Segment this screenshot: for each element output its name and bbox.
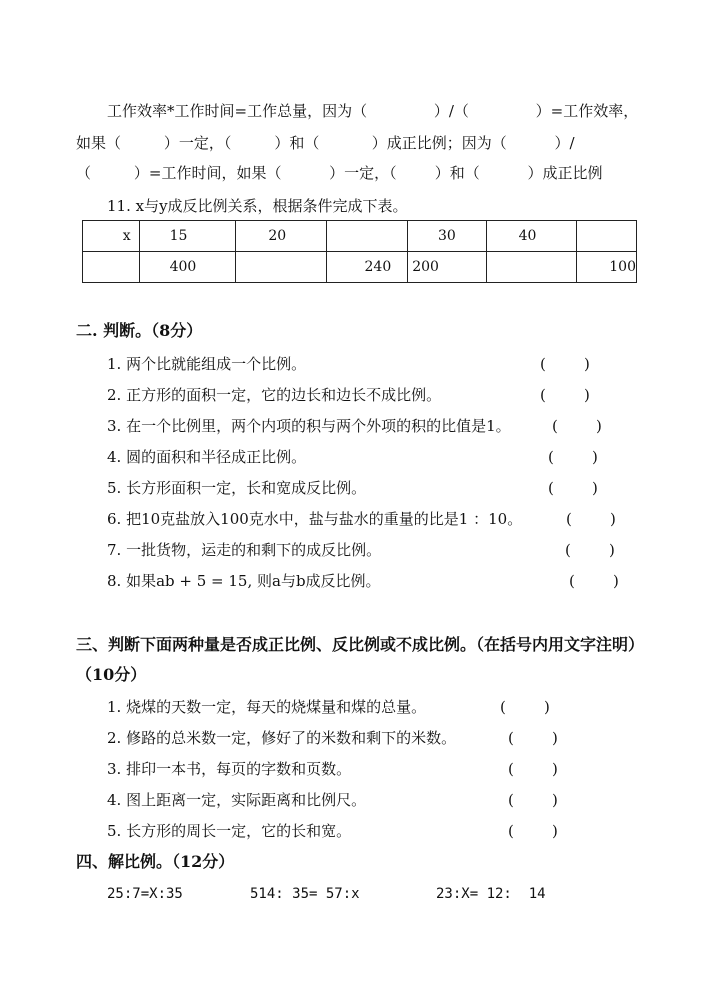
judge-item-6: 6. 把10克盐放入100克水中，盐与盐水的重量的比是1 ：10。 xyxy=(107,510,523,528)
classify-item-3: 3. 排印一本书，每页的字数和页数。 xyxy=(107,760,352,778)
answer-paren[interactable]: ( ) xyxy=(508,791,558,809)
intro-line-2: 如果（ ）一定，（ ）和（ ）成正比例；因为（ ）/ xyxy=(76,134,575,152)
answer-paren[interactable]: ( ) xyxy=(566,510,616,528)
table-cell: x xyxy=(83,221,140,252)
section-3-title: 三、判断下面两种量是否成正比例、反比例或不成比例。（在括号内用文字注明） xyxy=(76,635,645,654)
answer-paren[interactable]: ( ) xyxy=(540,386,590,404)
section-4-title: 四、解比例。（12分） xyxy=(76,852,235,871)
classify-item-1: 1. 烧煤的天数一定，每天的烧煤量和煤的总量。 xyxy=(107,698,427,716)
answer-paren[interactable]: ( ) xyxy=(548,479,598,497)
section-3-score: （10分） xyxy=(76,665,147,684)
table-cell: 40 xyxy=(486,221,577,252)
judge-item-8: 8. 如果ab + 5 = 15, 则a与b成反比例。 xyxy=(107,572,381,590)
answer-paren[interactable]: ( ) xyxy=(565,541,615,559)
table-cell: 240 xyxy=(326,252,407,283)
table-cell: 400 xyxy=(139,252,236,283)
answer-paren[interactable]: ( ) xyxy=(508,760,558,778)
judge-item-7: 7. 一批货物，运走的和剩下的成反比例。 xyxy=(107,541,382,559)
answer-paren[interactable]: ( ) xyxy=(508,822,558,840)
xy-table xyxy=(82,220,637,283)
judge-item-3: 3. 在一个比例里，两个内项的积与两个外项的积的比值是1。 xyxy=(107,417,511,435)
intro-line-3: （ ）=工作时间，如果（ ）一定，（ ）和（ ）成正比例 xyxy=(76,164,603,182)
question-11-text: 11. x与y成反比例关系，根据条件完成下表。 xyxy=(107,197,408,215)
equation-2: 514: 35= 57:x xyxy=(250,886,360,902)
judge-item-4: 4. 圆的面积和半径成正比例。 xyxy=(107,448,307,466)
table-cell xyxy=(486,252,577,283)
table-cell xyxy=(326,221,407,252)
equation-1: 25:7=X:35 xyxy=(107,886,183,902)
section-2-title: 二. 判断。（8分） xyxy=(76,321,203,340)
intro-line-1: 工作效率*工作时间=工作总量，因为（ ）/（ ）=工作效率， xyxy=(107,102,639,120)
judge-item-5: 5. 长方形面积一定，长和宽成反比例。 xyxy=(107,479,367,497)
table-row-y xyxy=(83,252,637,283)
table-cell: 20 xyxy=(236,221,327,252)
classify-item-2: 2. 修路的总米数一定，修好了的米数和剩下的米数。 xyxy=(107,729,457,747)
answer-paren[interactable]: ( ) xyxy=(552,417,602,435)
table-cell: 30 xyxy=(408,221,486,252)
table-cell: 200 xyxy=(408,252,486,283)
table-cell xyxy=(83,252,140,283)
table-cell xyxy=(577,221,637,252)
classify-item-4: 4. 图上距离一定，实际距离和比例尺。 xyxy=(107,791,367,809)
answer-paren[interactable]: ( ) xyxy=(548,448,598,466)
table-cell: 100 xyxy=(577,252,637,283)
table-row-x xyxy=(83,221,637,252)
judge-item-1: 1. 两个比就能组成一个比例。 xyxy=(107,355,307,373)
table-cell xyxy=(236,252,327,283)
answer-paren[interactable]: ( ) xyxy=(500,698,550,716)
judge-item-2: 2. 正方形的面积一定，它的边长和边长不成比例。 xyxy=(107,386,442,404)
classify-item-5: 5. 长方形的周长一定，它的长和宽。 xyxy=(107,822,352,840)
answer-paren[interactable]: ( ) xyxy=(508,729,558,747)
answer-paren[interactable]: ( ) xyxy=(569,572,619,590)
table-cell: 15 xyxy=(139,221,236,252)
equation-3: 23:X= 12: 14 xyxy=(436,886,546,902)
answer-paren[interactable]: ( ) xyxy=(540,355,590,373)
